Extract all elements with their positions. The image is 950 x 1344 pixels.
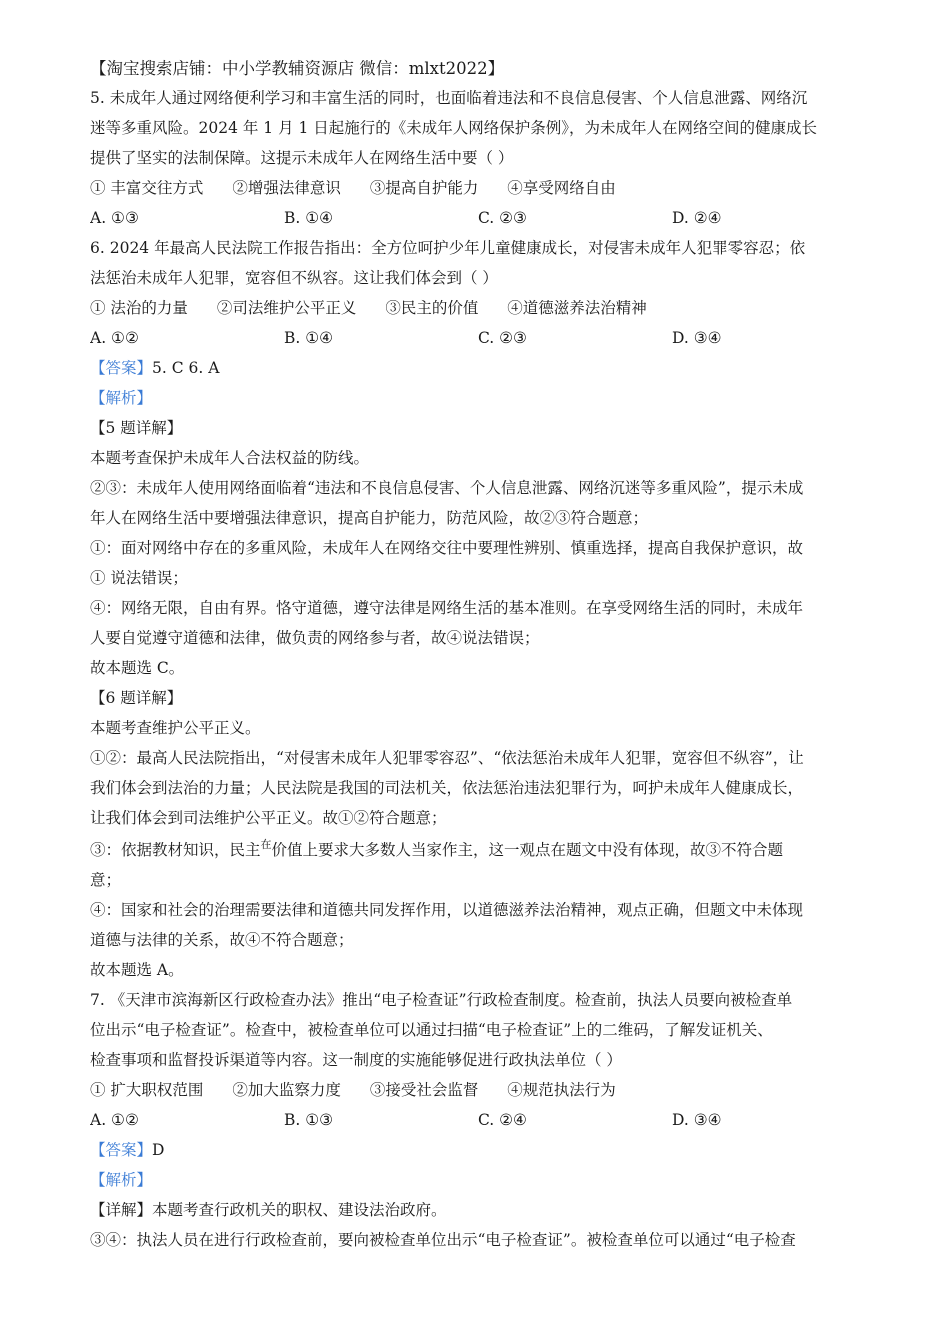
answer-choices (90, 323, 865, 353)
question-text-line: 提供了坚实的法制保障。这提示未成年人在网络生活中要（ ） (90, 149, 514, 167)
detail-line: ①②：最高人民法院指出，“对侵害未成年人犯罪零容忍”、“依法惩治未成年人犯罪，宽容但不纵容”，让 (90, 749, 804, 767)
detail-line (90, 833, 865, 865)
statement-item: ③民主的价值 (385, 299, 479, 317)
statement-items (90, 173, 865, 203)
question-5 (90, 83, 865, 233)
superscript-char: 在 (260, 838, 272, 851)
answer-line (90, 1135, 865, 1165)
choice-b: B. ①④ (284, 209, 334, 227)
detail-line: 本题考查保护未成年人合法权益的防线。 (90, 449, 370, 467)
detail-line: 【详解】本题考查行政机关的职权、建设法治政府。 (90, 1201, 447, 1219)
statement-item: ③接受社会监督 (369, 1081, 479, 1099)
statement-item: ③提高自护能力 (369, 179, 479, 197)
choice-d: D. ③④ (672, 1111, 722, 1129)
statement-items (90, 293, 865, 323)
choice-b: B. ①③ (284, 1111, 334, 1129)
question-text-line: 5. 未成年人通过网络便利学习和丰富生活的同时，也面临着违法和不良信息侵害、个人信息泄露、网络沉 (90, 89, 808, 107)
answer-line (90, 353, 865, 383)
choice-c: C. ②③ (478, 329, 527, 347)
detail-title: 【6 题详解】 (90, 689, 183, 707)
detail-5 (90, 413, 865, 683)
statement-item: ②增强法律意识 (232, 179, 341, 197)
detail-line: ①：面对网络中存在的多重风险，未成年人在网络交往中要理性辨别、慎重选择，提高自我保护意识，故 (90, 539, 804, 557)
statement-items (90, 1075, 865, 1105)
document-page (90, 55, 865, 1255)
detail-line: ③④：执法人员在进行行政检查前，要向被检查单位出示“电子检查证”。被检查单位可以通过“电子检查 (90, 1231, 796, 1249)
detail-line: ① 说法错误； (90, 569, 188, 587)
choice-a: A. ①② (90, 329, 139, 347)
detail-line: 让我们体会到司法维护公平正义。故①②符合题意； (90, 809, 447, 827)
shop-header: 【淘宝搜索店铺：中小学教辅资源店 微信：mlxt2022】 (90, 59, 505, 78)
question-7 (90, 985, 865, 1135)
choice-d: D. ②④ (672, 209, 722, 227)
detail-line: 故本题选 A。 (90, 961, 184, 979)
analysis-label: 【解析】 (90, 389, 153, 407)
detail-line: 我们体会到法治的力量；人民法院是我国的司法机关，依法惩治违法犯罪行为，呵护未成年人健康成长， (90, 779, 804, 797)
question-text-line: 迷等多重风险。2024 年 1 月 1 日起施行的《未成年人网络保护条例》，为未成年人在网络空间的健康成长 (90, 119, 818, 137)
question-text-line: 检查事项和监督投诉渠道等内容。这一制度的实施能够促进行政执法单位（ ） (90, 1051, 622, 1069)
answer-label: 【答案】 (90, 359, 153, 377)
analysis-label: 【解析】 (90, 1171, 153, 1189)
question-6 (90, 233, 865, 353)
detail-line: ④：网络无限，自由有界。恪守道德，遵守法律是网络生活的基本准则。在享受网络生活的同时，未成年 (90, 599, 804, 617)
detail-line: 人要自觉遵守道德和法律，做负责的网络参与者，故④说法错误； (90, 629, 540, 647)
statement-item: ②司法维护公平正义 (216, 299, 357, 317)
statement-item: ④规范执法行为 (507, 1081, 616, 1099)
choice-c: C. ②④ (478, 1111, 527, 1129)
answer-label: 【答案】 (90, 1141, 153, 1159)
choice-a: A. ①③ (90, 209, 139, 227)
choice-a: A. ①② (90, 1111, 139, 1129)
choice-b: B. ①④ (284, 329, 334, 347)
statement-item: ④享受网络自由 (507, 179, 616, 197)
detail-text: 价值上要求大多数人当家作主，这一观点在题文中没有体现，故③不符合题 (271, 841, 784, 859)
question-text-line: 6. 2024 年最高人民法院工作报告指出：全方位呵护少年儿童健康成长，对侵害未成年人犯罪零容忍；依 (90, 239, 806, 257)
answer-text: 5. C 6. A (152, 359, 220, 377)
answer-text: D (152, 1141, 165, 1159)
statement-item: ① 法治的力量 (90, 299, 188, 317)
choice-d: D. ③④ (672, 329, 722, 347)
answer-choices (90, 203, 865, 233)
detail-line: ②③：未成年人使用网络面临着“违法和不良信息侵害、个人信息泄露、网络沉迷等多重风险”，提示未成 (90, 479, 804, 497)
question-text-line: 7. 《天津市滨海新区行政检查办法》推出“电子检查证”行政检查制度。检查前，执法人员要向被检查单 (90, 991, 793, 1009)
detail-line: 本题考查维护公平正义。 (90, 719, 261, 737)
detail-line: 意； (90, 871, 122, 889)
detail-title: 【5 题详解】 (90, 419, 183, 437)
question-text-line: 位出示“电子检查证”。检查中，被检查单位可以通过扫描“电子检查证”上的二维码，了解发证机关、 (90, 1021, 773, 1039)
statement-item: ②加大监察力度 (232, 1081, 341, 1099)
detail-line: 年人在网络生活中要增强法律意识，提高自护能力，防范风险，故②③符合题意； (90, 509, 649, 527)
detail-text: ③：依据教材知识，民主 (90, 841, 261, 859)
choice-c: C. ②③ (478, 209, 527, 227)
statement-item: ① 扩大职权范围 (90, 1081, 204, 1099)
detail-line: 道德与法律的关系，故④不符合题意； (90, 931, 354, 949)
detail-line: 故本题选 C。 (90, 659, 185, 677)
question-text-line: 法惩治未成年人犯罪，宽容但不纵容。这让我们体会到（ ） (90, 269, 498, 287)
answer-choices (90, 1105, 865, 1135)
detail-line: ④：国家和社会的治理需要法律和道德共同发挥作用，以道德滋养法治精神，观点正确，但题文中未体现 (90, 901, 804, 919)
detail-6 (90, 683, 865, 985)
statement-item: ④道德滋养法治精神 (507, 299, 647, 317)
statement-item: ① 丰富交往方式 (90, 179, 204, 197)
